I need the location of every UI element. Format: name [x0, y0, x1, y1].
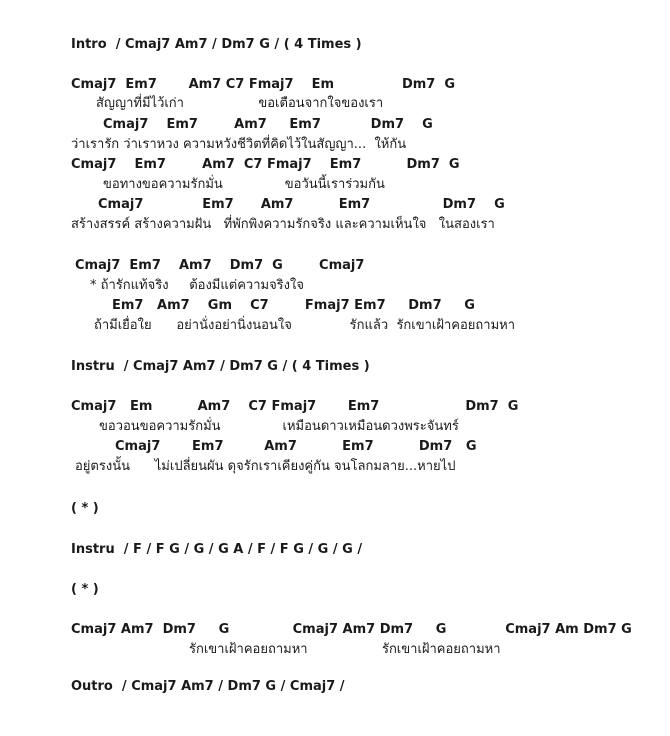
verse1-lyric-2: ว่าเรารัก ว่าเราหวง ความหวังชีวิตที่คิดไว้ในสัญญา... ให้กัน	[71, 137, 407, 152]
chorus-chords-1: Cmaj7 Em7 Am7 Dm7 G Cmaj7	[75, 258, 365, 273]
verse1-chords-4: Cmaj7 Em7 Am7 Em7 Dm7 G	[98, 197, 505, 212]
chorus-repeat-1: ( * )	[71, 501, 99, 516]
verse2-chords-1: Cmaj7 Em Am7 C7 Fmaj7 Em7 Dm7 G	[71, 399, 519, 414]
verse2-lyric-1: ขอวอนขอความรักมั่น เหมือนดาวเหมือนดวงพระจันทร์	[99, 419, 459, 434]
chorus-repeat-2: ( * )	[71, 582, 99, 597]
intro-line: Intro / Cmaj7 Am7 / Dm7 G / ( 4 Times )	[71, 37, 362, 52]
chorus-lyric-2: ถ้ามีเยื่อใย อย่านั่งอย่านิ่งนอนใจ รักแล้ว รักเขาเฝ้าคอยถามหา	[94, 318, 516, 333]
verse1-lyric-4: สร้างสรรค์ สร้างความฝัน ที่พักพิงความรักจริง และความเห็นใจ ในสองเรา	[71, 217, 495, 232]
verse1-chords-3: Cmaj7 Em7 Am7 C7 Fmaj7 Em7 Dm7 G	[71, 157, 460, 172]
chorus-chords-2: Em7 Am7 Gm C7 Fmaj7 Em7 Dm7 G	[112, 298, 475, 313]
ending-lyric: รักเขาเฝ้าคอยถามหา รักเขาเฝ้าคอยถามหา	[189, 642, 501, 657]
outro-line: Outro / Cmaj7 Am7 / Dm7 G / Cmaj7 /	[71, 679, 345, 694]
verse1-lyric-3: ขอทางขอความรักมั่น ขอวันนี้เราร่วมกัน	[103, 177, 385, 192]
ending-chords: Cmaj7 Am7 Dm7 G Cmaj7 Am7 Dm7 G Cmaj7 Am Dm7 G	[71, 622, 632, 637]
chorus-lyric-1: * ถ้ารักแท้จริง ต้องมีแต่ความจริงใจ	[90, 278, 304, 293]
instru-line-2: Instru / F / F G / G / G A / F / F G / G / G /	[71, 542, 363, 557]
verse2-chords-2: Cmaj7 Em7 Am7 Em7 Dm7 G	[115, 439, 477, 454]
verse1-lyric-1: สัญญาที่มีไว้เก่า ขอเตือนจากใจของเรา	[96, 96, 384, 111]
verse2-lyric-2: อยู่ตรงนั้น ไม่เปลี่ยนผัน ดุจรักเราเคียงคู่กัน จนโลกมลาย...หายไป	[75, 459, 456, 474]
instru-line-1: Instru / Cmaj7 Am7 / Dm7 G / ( 4 Times )	[71, 359, 370, 374]
verse1-chords-2: Cmaj7 Em7 Am7 Em7 Dm7 G	[103, 117, 433, 132]
verse1-chords-1: Cmaj7 Em7 Am7 C7 Fmaj7 Em Dm7 G	[71, 77, 456, 92]
